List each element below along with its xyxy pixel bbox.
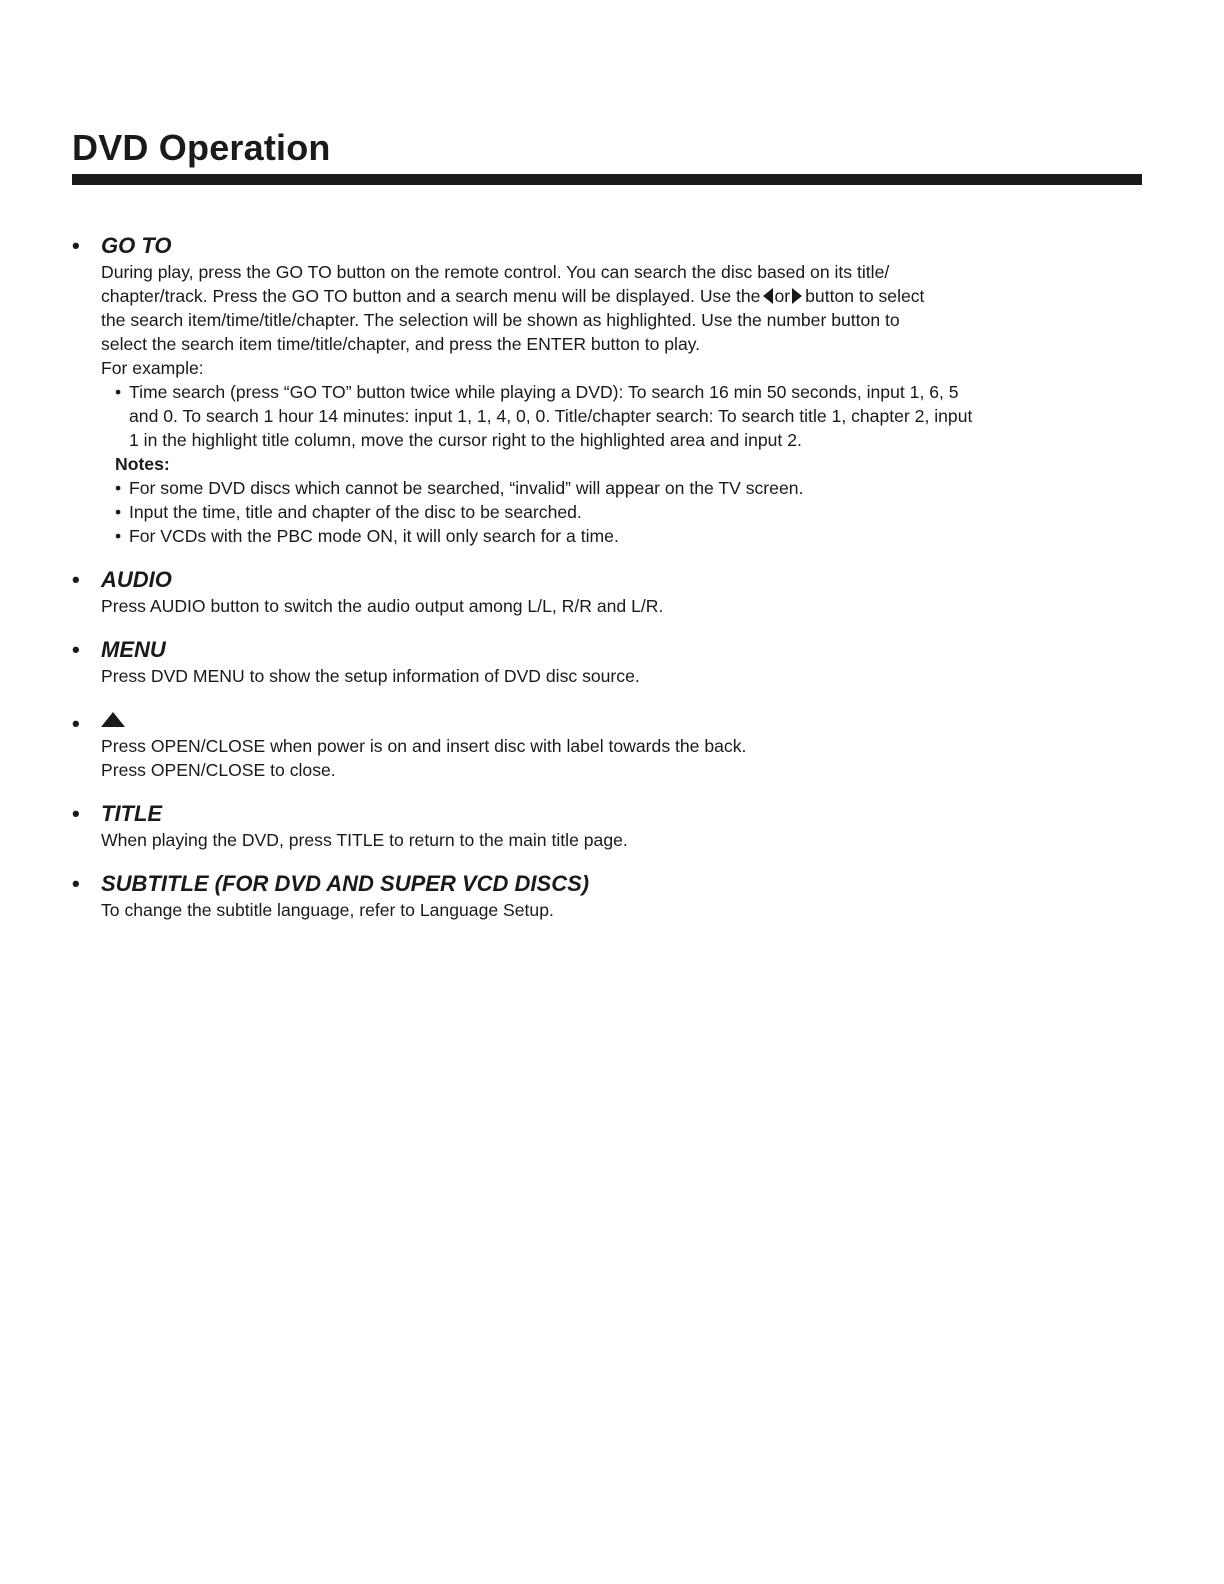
paragraph-line: To change the subtitle language, refer to Language Setup. bbox=[101, 900, 554, 920]
paragraph-line: select the search item time/title/chapter, and press the ENTER button to play. bbox=[101, 334, 701, 354]
section-heading bbox=[101, 706, 1144, 734]
note-item bbox=[101, 524, 1144, 548]
paragraph-line: Input the time, title and chapter of the disc to be searched. bbox=[129, 502, 582, 522]
section-goto bbox=[72, 232, 1144, 548]
bullet: • bbox=[72, 801, 80, 826]
title-divider bbox=[72, 174, 1142, 185]
page-title: DVD Operation bbox=[72, 127, 331, 168]
paragraph-line: For example: bbox=[101, 358, 204, 378]
bullet: • bbox=[72, 567, 80, 592]
bullet: • bbox=[115, 526, 122, 546]
arrow-left-icon bbox=[763, 288, 773, 304]
bullet: • bbox=[115, 478, 122, 498]
section-heading: AUDIO bbox=[101, 567, 172, 592]
paragraph-line: Press AUDIO button to switch the audio output among L/L, R/R and L/R. bbox=[101, 596, 664, 616]
paragraph-line: the search item/time/title/chapter. The selection will be shown as highlighted. Use the number button to bbox=[101, 310, 900, 330]
notes-label: Notes: bbox=[115, 454, 170, 474]
bullet: • bbox=[72, 871, 80, 896]
section-subtitle bbox=[72, 870, 1144, 922]
section-audio bbox=[72, 566, 1144, 618]
eject-icon bbox=[101, 712, 125, 727]
bullet: • bbox=[115, 502, 122, 522]
paragraph-line: Press OPEN/CLOSE when power is on and insert disc with label towards the back. bbox=[101, 736, 747, 756]
section-title bbox=[72, 800, 1144, 852]
paragraph-line: During play, press the GO TO button on the remote control. You can search the disc based on its title/ bbox=[101, 262, 890, 282]
content bbox=[72, 232, 1144, 922]
paragraph-line: For some DVD discs which cannot be searched, “invalid” will appear on the TV screen. bbox=[129, 478, 804, 498]
paragraph-line: When playing the DVD, press TITLE to return to the main title page. bbox=[101, 830, 628, 850]
paragraph-line: Press DVD MENU to show the setup information of DVD disc source. bbox=[101, 666, 640, 686]
paragraph-line: chapter/track. Press the GO TO button and a search menu will be displayed. Use the or button to select bbox=[101, 286, 925, 306]
section-heading: TITLE bbox=[101, 801, 163, 826]
bullet: • bbox=[115, 382, 122, 402]
section-heading: SUBTITLE (FOR DVD AND SUPER VCD DISCS) bbox=[101, 871, 590, 896]
paragraph-line: For VCDs with the PBC mode ON, it will only search for a time. bbox=[129, 526, 619, 546]
section-eject bbox=[72, 706, 1144, 782]
bullet: • bbox=[72, 711, 80, 736]
note-item bbox=[101, 500, 1144, 524]
paragraph-line: and 0. To search 1 hour 14 minutes: input 1, 1, 4, 0, 0. Title/chapter search: To search title 1, chapter 2, input bbox=[129, 406, 973, 426]
bullet: • bbox=[72, 233, 80, 258]
section-heading: GO TO bbox=[101, 233, 172, 258]
paragraph-line: Press OPEN/CLOSE to close. bbox=[101, 760, 336, 780]
example-item bbox=[101, 380, 1144, 452]
bullet: • bbox=[72, 637, 80, 662]
section-heading: MENU bbox=[101, 637, 166, 662]
note-item bbox=[101, 476, 1144, 500]
arrow-right-icon bbox=[792, 288, 802, 304]
section-menu bbox=[72, 636, 1144, 688]
paragraph-line: Time search (press “GO TO” button twice while playing a DVD): To search 16 min 50 seconds, input 1, 6, 5 bbox=[129, 382, 959, 402]
paragraph-line: 1 in the highlight title column, move the cursor right to the highlighted area and input 2. bbox=[129, 430, 802, 450]
